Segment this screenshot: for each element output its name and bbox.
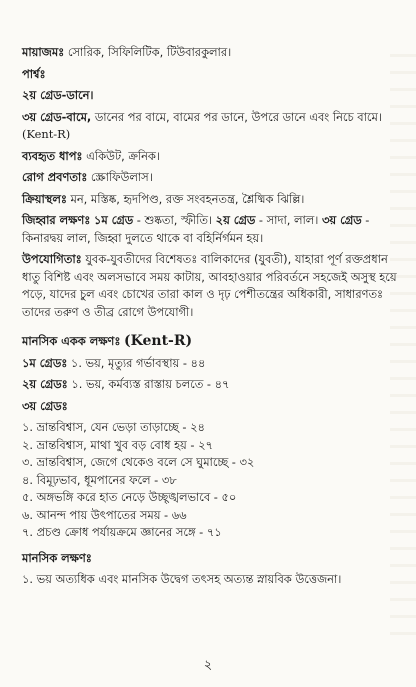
tongue-grade2-text: - সাদা, লাল। [258,213,319,227]
tongue-grade3-text: - কিনারদ্বয় লাল, জিহ্বা দুলতে থাকে বা বহির্নির্গমন হয়। [22,213,370,245]
tendency-text: স্ক্রোফিউলাস। [90,170,153,184]
grade3-side-text: ডানের পর বামে, বামের পর ডানে, উপরে ডানে এবং নিচে বামে। [94,109,382,124]
mental-single-kent: (Kent-R) [124,333,193,349]
tongue-grade2-label: ২য় গ্রেড [215,213,256,227]
grade3-side-line [22,109,398,144]
miasm-text: সোরিক, সিফিলিটিক, টিউবারকুলার। [67,45,232,59]
tongue-label: জিহ্বার লক্ষণঃ [22,213,91,227]
mental-heading [22,550,398,568]
list-item: ৭. প্রচণ্ড ক্রোধ পর্যায়ক্রমে জ্ঞানের সঙ্গে - ৭১ [22,525,222,539]
tongue-grade1-label: ১ম গ্রেড [93,213,134,227]
tongue-grade3-label: ৩য় গ্রেড [322,213,362,227]
grade2-line [22,376,398,394]
grade2-side-label: ২য় গ্রেড-ডানে। [22,88,94,102]
grade1-text: ১. ভয়, মৃত্যুর গর্ভাবস্থায় - ৪৪ [70,355,206,370]
grade3-label: ৩য় গ্রেডঃ [22,398,68,413]
potency-line [22,148,398,166]
tendency-line [22,169,398,187]
mental-single-heading [22,333,398,351]
mental-single-label: মানসিক একক লক্ষণঃ [22,334,121,348]
sides-heading [22,66,398,84]
page-content [22,44,398,589]
sphere-line [22,191,398,209]
sphere-label: ক্রিয়াস্থলঃ [22,191,67,206]
tendency-label: রোগ প্রবণতাঃ [22,170,88,184]
list-item: ৬. আনন্দ পায় উৎপাতের সময় - ৬৬ [22,507,187,522]
sides-label: পার্শ্বঃ [22,66,46,81]
grade3-side-kent: (Kent-R) [22,127,71,141]
grade3-heading [22,398,398,416]
list-item: ২. ভ্রান্তবিশ্বাস, মাথা খুব বড় বোধ হয় - ২৭ [22,437,213,452]
potency-label: ব্যবহৃত ধাপঃ [22,148,83,163]
sphere-text: মন, মস্তিষ্ক, হৃদপিণ্ড, রক্ত সংবহনতন্ত্র, শ্লৈষ্মিক ঝিল্লি। [70,191,305,206]
list-item: ৩. ভ্রান্তবিশ্বাস, জেগে থেকেও বলে সে ঘুমাচ্ছে - ৩২ [22,455,255,469]
tongue-grade1-text: - শুষ্কতা, স্ফীতি। [136,213,213,227]
grade2-label: ২য় গ্রেডঃ [22,377,68,391]
section-gap [22,542,398,550]
section-gap [22,325,398,333]
miasm-line [22,44,398,62]
tongue-paragraph [22,212,398,247]
grade3-list [22,419,398,542]
usefulness-label: উপযোগিতাঃ [22,252,82,266]
mental-label: মানসিক লক্ষণঃ [22,550,92,565]
list-item: ১. ভয় অত্যধিক এবং মানসিক উদ্বেগ তৎসহ অত্যন্ত স্নায়বিক উত্তেজনা। [22,572,342,586]
list-item: ৫. অঙ্গভঙ্গি করে হাত নেড়ে উচ্ছৃঙ্খলভাবে - ৫০ [22,490,237,504]
potency-text: একিউট, ক্রনিক। [86,148,160,163]
usefulness-text: যুবক-যুবতীদের বিশেষতঃ বালিকাদের (যুবতী), যাহারা পূর্ণ রক্তপ্রধান ধাতু বিশিষ্ট এবং অলসভাবে সময় কাটায়, আবহাওয়ার পরিবর্তনে সহজেই অসুস্থ হয়ে পড়ে, যাদের চুল এবং চোখের তারা কাল ও দৃঢ় পেশীতন্ত্রের অধিকারী, সাধারণতঃ তাদের তরুণ ও তীব্র রোগে উপযোগী। [22,252,397,319]
list-item: ৪. বিমূঢ়ভাব, ধূমপানের ফলে - ৩৮ [22,472,177,487]
grade1-line [22,355,398,373]
grade1-label: ১ম গ্রেডঃ [22,355,68,370]
usefulness-paragraph [22,251,398,321]
grade2-text: ১. ভয়, কর্মব্যস্ত রাস্তায় চলতে - ৪৭ [71,377,230,391]
list-item: ১. ভ্রান্তবিশ্বাস, যেন ভেড়া তাড়াচ্ছে - ২৪ [22,420,205,434]
page-number: ২ [203,658,213,673]
grade3-side-label: ৩য় গ্রেড-বামে, [22,109,92,124]
miasm-label: মায়াজমঃ [22,45,65,59]
grade2-side-line [22,87,398,105]
